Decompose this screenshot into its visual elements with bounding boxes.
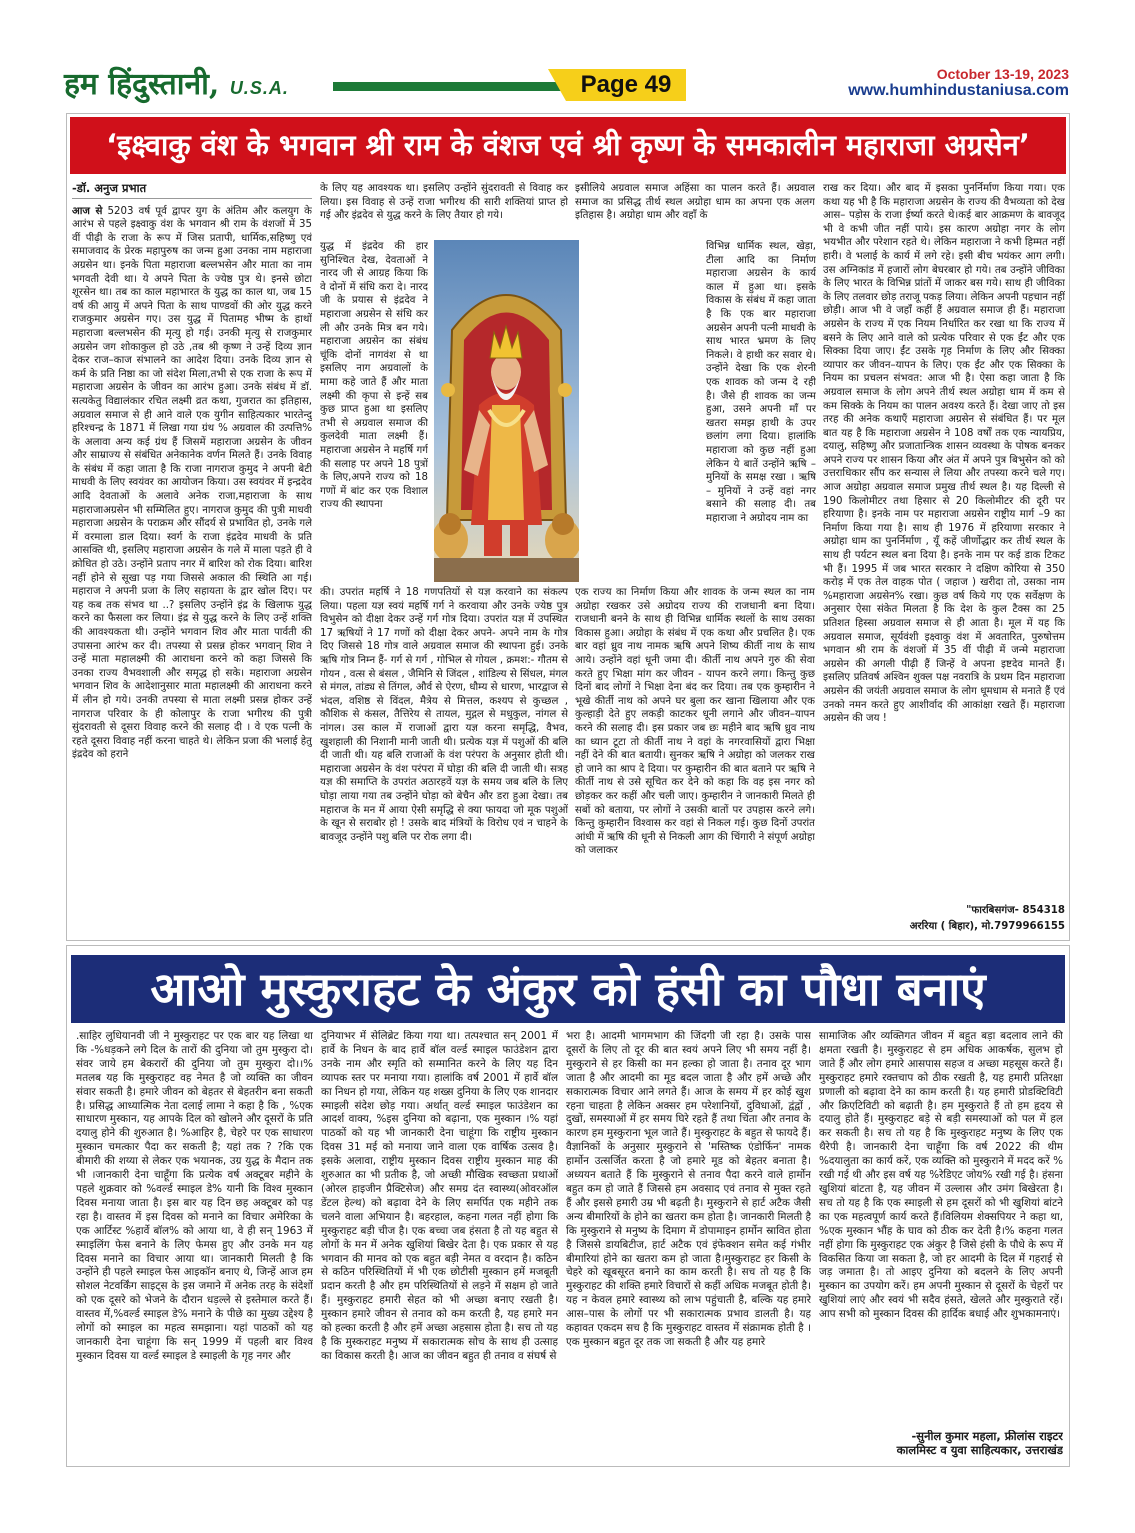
article-smile-column-3 [566,1030,811,1462]
article-smile-text-3: भरा है। आदमी भागमभाग की जिंदगी जी रहा है। उसके पास दूसरों के लिए तो दूर की बात स्वयं अपने लिए भी समय नहीं है।मुस्कुराने से हर किसी का मन हल्का हो जाता है। तनाव दूर भाग जाता है और आदमी का मूड बदल जाता है और हमें अच्छे और सकारात्मक विचार आने लगते हैं। आज के समय में हर कोई खुश रहना चाहता है लेकिन अक्सर हम परेशानियों, दुविधाओं, द्वंद्वों , दुखों, समस्याओं में हर समय घिरे रहते हैं तथा चिंता और तनाव के कारण हम मुस्कुराना भूल जाते हैं। मुस्कुराहट के बहुत से फायदे हैं। वैज्ञानिकों के अनुसार मुस्कुराने से 'मस्तिष्क एंडोर्फिन' नामक हार्मोन उत्सर्जित करता है जो हमारे मूड को बेहतर बनाता है। अध्ययन बताते हैं कि मुस्कुराने से तनाव पैदा करने वाले हार्मोन बहुत कम हो जाते हैं जिससे हम अवसाद एवं तनाव से मुक्त रहते हैं और इससे हमारी उम्र भी बढ़ती है। मुस्कुराने से हार्ट अटैक जैसी अन्य बीमारियों के होने का खतरा कम होता है। जानकारी मिलती है कि मुस्कुराने से मनुष्य के दिमाग में डोपामाइन हार्मोन स्रावित होता है जिससे डायबिटीज, हार्ट अटैक एवं इंफेक्शन समेत कई गंभीर बीमारियां होने का खतरा कम हो जाता है।मुस्कुराहट हर किसी के चेहरे को खूबसूरत बनाने का काम करती है। सच तो यह है कि मुस्कुराहट की शक्ति हमारे विचारों से कहीं अधिक मजबूत होती है। यह न केवल हमारे स्वास्थ्य को लाभ पहुंचाती है, बल्कि यह हमारे आस–पास के लोगों पर भी सकारात्मक प्रभाव डालती है। यह कहावत एकदम सच है कि मुस्कुराहट वास्तव में संक्रामक होती है । एक मुस्कान बहुत दूर तक जा सकती है और यह हमारे [566,1030,811,1348]
article-agrasen-column-3-top [575,182,815,238]
page-header [0,0,1135,108]
article-agrasen-text-1: 5203 वर्ष पूर्व द्वापर युग के अंतिम और कलयुग के आरंभ से पहले इक्ष्वाकु वंश के भगवान श्री राम के वंशजों में 35 वीं पीढ़ी के राजा के रूप में जिस प्रतापी, धार्मिक,सहिष्णु एवं समाजवाद के प्रेरक महापुरुष का जन्म हुआ उनका नाम महाराजा अग्रसेन था। इनके पिता महाराजा बल्लभसेन और माता का नाम भगवती देवी था। ये अपने पिता के ज्येष्ठ पुत्र थे। इनसे छोटा शूरसेन था। तब का काल महाभारत के युद्ध का काल था, जब 15 वर्ष की आयु में अपने पिता के साथ पाण्डवों की ओर युद्ध करने राजकुमार अग्रसेन गए। उस युद्ध में पितामह भीष्म के हाथों महाराजा बल्लभसेन की मृत्यु हो गई। उनकी मृत्यु से राजकुमार अग्रसेन जग शोकाकुल हो उठे ,तब श्री कृष्ण ने उन्हें दिव्य ज्ञान देकर राज–काज संभालने का आदेश दिया। उनके दिव्य ज्ञान से कर्म के प्रति निष्ठा का जो संदेश मिला,तभी से एक राजा के रूप में महाराजा अग्रसेन के जीवन का आरंभ हुआ। उनके संबंध में डॉ. सत्यकेतु विद्यालंकार रचित लक्ष्मी व्रत कथा, गुजरात का इतिहास, अग्रवाल समाज से ही आने वाले एक युगीन साहित्यकार भारतेन्दु हरिश्चन्द्र के 1871 में लिखा गया ग्रंथ % अग्रवाल की उत्पत्ति% के अलावा अन्य कई ग्रंथ हैं जिसमें महाराजा अग्रसेन के जीवन और साम्राज्य से संबंधित अनेकानेक वर्णन मिलते हैं। उनके विवाह के संबंध में कहा जाता है कि राजा नागराज कुमुद ने अपनी बेटी माधवी के लिए स्वयंवर का आयोजन किया। उस स्वयंवर में इन्द्रदेव आदि देवताओं के अलावे अनेक राजा,महाराजा के साथ महाराजाअग्रसेन भी सम्मिलित हुए। नागराज कुमुद की पुत्री माधवी महाराजा अग्रसेन के पराक्रम और सौंदर्य से प्रभावित हो, उनके गले में वरमाला डाल दिया। स्वर्ग के राजा इंद्रदेव माधवी के प्रति आसक्ति थी, इसलिए महाराजा अग्रसेन के गले में माला पड़ते ही वे क्रोधित हो उठे। उन्होंने प्रताप नगर में बारिश को रोक दिया। बारिश नहीं होने से सूखा पड़ गया जिससे अकाल की स्थिति आ गई। महाराज ने अपनी प्रजा के लिए सहायता के द्वार खोल दिए। पर यह कब तक संभव था ..? इसलिए उन्होंने इंद्र के खिलाफ युद्ध करने का फैसला कर लिया। इंद्र से युद्ध करने के लिए उन्हें शक्ति की आवश्यकता थी। उन्होंने भगवान शिव और माता पार्वती की उपासना आरंभ कर दी। तपस्या से प्रसन्न होकर भगवान् शिव ने उन्हें माता महालक्ष्मी की आराधना करने को कहा जिससे कि उनका राज्य वैभवशाली और समृद्ध हो सके। महाराजा अग्रसेन भगवान शिव के आदेशानुसार माता महालक्ष्मी की आराधना करने में लीन हो गये। उनकी तपस्या से माता लक्ष्मी प्रसन्न होकर उन्हें नागराज परिवार के ही कोलापुर के राजा भगीरथ की पुत्री सुंदरावती से दूसरा विवाह करने की सलाह दी । वे एक पत्नी के रहते दूसरा विवाह नहीं करना चाहते थे। लेकिन प्रजा की भलाई हेतु इंद्रदेव को हराने [72,205,312,761]
article-agrasen-sig-line-2: अररिया ( बिहार), मो.7979966155 [909,920,1065,932]
article-smile-text-4: सामाजिक और व्यक्तिगत जीवन में बहुत बड़ा बदलाव लाने की क्षमता रखती है। मुस्कुराहट से हम अधिक आकर्षक, सुलभ हो जाते हैं और लोग हमारे आसपास सहज व अच्छा महसूस करते हैं। मुस्कुराहट हमारे रक्तचाप को ठीक रखती है, यह हमारी प्रतिरक्षा प्रणाली को बढ़ावा देने का काम करती है। यह हमारी प्रोडक्टिविटी और क्रिएटिविटी को बढ़ाती है। हम मुस्कुराते हैं तो हम हृदय से दयालु होते हैं। मुस्कुराहट बड़े से बड़ी समस्याओं को पल में हल कर सकती है। सच तो यह है कि मुस्कुराहट मनुष्य के लिए एक थैरेपी है। जानकारी देना चाहूँगा कि वर्ष 2022 की थीम %दयालुता का कार्य करें, एक व्यक्ति को मुस्कुराने में मदद करें % रखी गई थी और इस वर्ष यह %रेडिएट जोय% रखी गई है। हंसना खुशियां बांटता है, यह जीवन में उल्लास और उमंग बिखेरता है। सच तो यह है कि एक स्माइली से हम दूसरों को भी खुशियां बांटने का एक महत्वपूर्ण कार्य करते हैं।विलियम शेक्सपियर ने कहा था, %एक मुस्कान भौंह के घाव को ठीक कर देती है।% कहना गलत नहीं होगा कि मुस्कुराहट एक अंकुर है जिसे हंसी के पौधे के रूप में विकसित किया जा सकता है, जो हर आदमी के दिल में गहराई से जड़ जमाता है। तो आइए दुनिया को बदलने के लिए अपनी मुस्कान का उपयोग करें। हम अपनी मुस्कान से दूसरों के चेहरों पर खुशियां लाएं और स्वयं भी सदैव हंसते, खेलते और मुस्कुराते रहें। आप सभी को मुस्कान दिवस की हार्दिक बधाई और शुभकामनाएं। [819,1030,1063,1321]
page-number: Page 49 [566,69,686,101]
article-agrasen-column-3-side [706,240,816,584]
article-agrasen-text-2c: की। उपरांत महर्षि ने 18 गणपतियों से यज्ञ करवाने का संकल्प लिया। पहला यज्ञ स्वयं महर्षि गर्ग ने करवाया और उनके ज्येष्ठ पुत्र विभुसेन को दीक्षा देकर उन्हें गर्ग गोत्र दिया। उपरांत यज्ञ में उपस्थित 17 ऋषियों ने 17 गणों को दीक्षा देकर अपने- अपने नाम के गोत्र दिए जिससे 18 गोत्र वाले अग्रवाल समाज की स्थापना हुई। उनके ऋषि गोत्र निम्न हैं- गर्ग से गर्ग , गोभिल से गोयल , क्रमश:- गौतम से गोयन , वत्स से बंसल , जैमिनि से जिंदल , शांडिल्य से सिंधल, मंगल से मंगल, तांड्य से तिंगल, और्व से ऐरण, धौम्य से धारण, भारद्वाज से भंदल, वशिष्ठ से विंदल, मैत्रेय से मित्तल, कश्यप से कुच्छल , कौशिक से कंसल, तैत्तिरेय से तायल, मुद्गल से मधुकुल, नांगल से नांगल। उस काल में राजाओं द्वारा यज्ञ करना समृद्धि, वैभव, खुशहाली की निशानी मानी जाती थी। प्रत्येक यज्ञ में पशुओं की बलि दी जाती थी। यह बलि राजाओं के वंश परंपरा के अनुसार होती थी। महाराजा अग्रसेन के वंश परंपरा में घोड़ा की बलि दी जाती थी। सत्रह यज्ञ की समाप्ति के उपरांत अठारहवें यज्ञ के समय जब बलि के लिए घोड़ा लाया गया तब उन्होंने घोड़ा को बेचैन और डरा हुआ देखा। तब महाराज के मन में आया ऐसी समृद्धि से क्या फायदा जो मूक पशुओं के खून से सराबोर हो ! उसके बाद मंत्रियों के विरोध एवं न चाहने के बावजूद उन्होंने पशु बलि पर रोक लगा दी। [320,587,568,843]
article-agrasen-column-4 [823,182,1065,902]
article-agrasen-column-2-bottom [320,586,568,930]
article-agrasen-sig-line-1: "फारबिसगंज- 854318 [966,905,1065,916]
article-smile-column-2 [321,1030,558,1462]
article-smile-column-1 [76,1030,313,1462]
article-agrasen-column-1 [72,182,312,930]
article-agrasen-signature [823,904,1065,936]
header-strip [333,82,567,91]
website-link[interactable]: www.humhindustaniusa.com [848,82,1069,99]
article-smile-sig-line-1: -सुनील कुमार महला, फ्रीलांस राइटर [911,1430,1063,1443]
article-agrasen-text-3a: इसीलिये अग्रवाल समाज अहिंसा का पालन करते हैं। अग्रवाल समाज का प्रसिद्ध तीर्थ स्थल अग्रोहा धाम का अपना एक अलग इतिहास है। अग्रोहा धाम और वहाँ के [575,183,815,222]
article-agrasen-column-2-top [320,182,568,238]
article-agrasen-byline: -डॉ. अनुज प्रभात [72,182,312,199]
article-smile-text-1: .साहिर लुधियानवी जी ने मुस्कुराहट पर एक बार यह लिखा था कि -%धड़कने लगे दिल के तारों की दुनिया जो तुम मुस्कुरा दो। संवर जाये हम बेकरारों की दुनिया जो तुम मुस्कुरा दो।।% मतलब यह कि मुस्कुराहट वह नेमत है जो व्यक्ति का जीवन संवार सकती है। हमारे जीवन को बेहतर से बेहतरीन बना सकती है। प्रसिद्ध आध्यात्मिक नेता दलाई लामा ने कहा है कि , %एक साधारण मुस्कान, यह आपके दिल को खोलने और दूसरों के प्रति दयालु होने की शुरुआत है। %आहिर है, चेहरे पर एक साधारण मुस्कान चमत्कार पैदा कर सकती है; यहां तक ? ?कि एक बीमारी की शय्या से लेकर एक भयानक, उग्र युद्ध के मैदान तक भी ।जानकारी देना चाहूँगा कि प्रत्येक वर्ष अक्टूबर महीने के पहले शुक्रवार को %वर्ल्ड स्माइल डे% यानी कि विश्व मुस्कान दिवस मनाया जाता है। इस बार यह दिन छह अक्टूबर को पड़ रहा है। वास्तव में इस दिवस को मनाने का विचार अमेरिका के एक आर्टिस्ट %हार्वे बॉल% को आया था, वे ही सन् 1963 में स्माइलिंग फेस बनाने के लिए फेमस हुए और उनके मन यह दिवस मनाने का विचार आया था। जानकारी मिलती है कि उन्होंने ही पहले स्माइल फेस आइकॉन बनाए थे, जिन्हें आज हम सोशल नेटवर्किंग साइट्स के इस जमाने में अनेक तरह के संदेशों को एक दूसरे को भेजने के दौरान धड़ल्ले से इस्तेमाल करते हैं। वास्तव में,%वर्ल्ड स्माइल डे% मनाने के पीछे का मुख्य उद्देश्य है लोगों को स्माइल का महत्व समझाना। यहां पाठकों को यह जानकारी देना चाहूंगा कि सन् 1999 में पहली बार विश्व मुस्कान दिवस या वर्ल्ड स्माइल डे स्माइली के गृह नगर और [76,1030,313,1362]
article-agrasen-text-2b: युद्ध में इंद्रदेव की हार सुनिश्चित देख, देवताओं ने नारद जी से आग्रह किया कि वे दोनों में संधि करा दे। नारद जी के प्रयास से इंद्रदेव ने महाराजा अग्रसेन से संधि कर ली और उनके मित्र बन गये। महाराजा अग्रसेन का संबंध चूंकि दोनों नागवंश से था इसलिए नाग अग्रवालों के मामा कहे जाते हैं और माता लक्ष्मी की कृपा से इन्हें सब कुछ प्राप्त हुआ था इसलिए तभी से अग्रवाल समाज की कुलदेवी माता लक्ष्मी हैं। महाराजा अग्रसेन ने महर्षि गर्ग की सलाह पर अपने 18 पुत्रों के लिए,अपने राज्य को 18 गणों में बांट कर एक विशाल राज्य की स्थापना [320,241,428,511]
article-agrasen-text-4: राख कर दिया। और बाद में इसका पुनर्निर्माण किया गया। एक कथा यह भी है कि महाराजा अग्रसेन के राज्य की वैभव्यता को देख आस– पड़ोस के राजा ईर्ष्या करते थे।कई बार आक्रमण के बावजूद भी वे कभी जीत नहीं पाये। इस कारण अग्रोहा नगर के लोग भयभीत और परेशान रहते थे। लेकिन महाराजा ने कभी हिम्मत नहीं हारी। वे भलाई के कार्य में लगे रहे। इसी बीच भयंकर आग लगी। उस अग्निकांड में हजारों लोग बेघरबार हो गये। तब उन्होंने जीविका के लिए भारत के विभिन्न प्रांतों में जाकर बस गये। साथ ही जीविका के लिए तलवार छोड़ तराजू पकड़ लिया। लेकिन अपनी पहचान नहीं छोड़ी। आज भी वे जहाँ कहीं हैं अग्रवाल समाज ही हैं। महाराजा अग्रसेन के राज्य में एक नियम निर्धारित कर रखा था कि राज्य में बसने के लिए आने वाले को प्रत्येक परिवार से एक ईंट और एक सिक्का दिया जाए। ईंट उसके गृह निर्माण के लिए और सिक्का व्यापार कर जीवन–यापन के लिए। एक ईंट और एक सिक्का के नियम का प्रचलन संभवत: आज भी है। ऐसा कहा जाता है कि अग्रवाल समाज के लोग अपने तीर्थ स्थल अग्रोहा धाम में कम से कम सिक्के के नियम का पालन अवश्य करते हैं। देखा जाए तो इस तरह की अनेक कथाएँ महाराजा अग्रसेन से संबंधित हैं। पर मूल बात यह है कि महाराजा अग्रसेन ने 108 वर्षों तक एक न्यायप्रिय, दयालु, सहिष्णु और प्रजातान्त्रिक शासन व्यवस्था के पोषक बनकर अपने राज्य पर शासन किया और अंत में अपने पुत्र बिभुसेन को को उत्तराधिकार सौंप कर सन्यास ले लिया और तपस्या करने चले गए। आज अग्रोहा अग्रवाल समाज प्रमुख तीर्थ स्थल है। यह दिल्ली से 190 किलोमीटर तथा हिसार से 20 किलोमीटर की दूरी पर हरियाणा है। इनके नाम पर महाराजा अग्रसेन राष्ट्रीय मार्ग –9 का निर्माण किया गया है। साथ ही 1976 में हरियाणा सरकार ने अग्रोहा धाम का पुनर्निर्माण , यूँ कहें जीर्णोद्धार कर तीर्थ स्थल के साथ ही पर्यटन स्थल बना दिया है। इनके नाम पर कई डाक टिकट भी हैं। 1995 में जब भारत सरकार ने दक्षिण कोरिया से 350 करोड़ में एक तेल वाहक पोत ( जहाज ) खरीदा तो, उसका नाम %महाराजा अग्रसेन% रखा। कुछ वर्ष किये गए एक सर्वेक्षण के अनुसार ऐसा संकेत मिलता है कि देश के कुल टैक्स का 25 प्रतिशत हिस्सा अग्रवाल समाज से ही आता है। मूल में यह कि अग्रवाल समाज, सूर्यवंशी इक्ष्वाकु वंश में अवतारित, पुरुषोत्तम भगवान श्री राम के वंशजों में 35 वीं पीढ़ी में जन्मे महाराजा अग्रसेन की अगली पीढ़ी हैं जिन्हें वे अपना इष्टदेव मानते हैं। इसलिए प्रतिवर्ष अश्विन शुक्ल पक्ष नवरात्रि के प्रथम दिन महाराजा अग्रसेन की जयंती अग्रवाल समाज के लोग धूमधाम से मनाते हैं एवं उनको नमन करते हुए आशीर्वाद की आकांक्षा रखते हैं। महाराजा अग्रसेन की जय ! [823,183,1065,725]
masthead-logo [64,68,332,102]
masthead-suffix: U.S.A. [229,78,289,98]
article-smile-sig-line-2: कालमिस्ट व युवा साहित्यकार, उत्तराखंड [896,1442,1063,1457]
article-agrasen-lead: आज से [72,205,103,217]
article-agrasen-text-3b: विभिन्न धार्मिक स्थल, खेड़ा, टीला आदि का निर्माण महाराजा अग्रसेन के कार्य काल में हुआ था। इसके विकास के संबंध में कहा जाता है कि एक बार महाराजा अग्रसेन अपनी पत्नी माधवी के साथ भारत भ्रमण के लिए निकले। वे हाथी कर सवार थे। उन्होंने देखा कि एक शेरनी एक शावक को जन्म दे रही है। जैसे ही शावक का जन्म हुआ, उसने अपनी माँ पर खतरा समझ हाथी के उपर छलांग लगा दिया। हालांकि महाराजा को कुछ नहीं हुआ लेकिन ये बातें उन्होंने ऋषि –मुनियों के समक्ष रखा । ऋषि – मुनियों ने उन्हें वहां नगर बसाने की सलाह दी। तब महाराजा ने अग्रोदय नाम का [706,241,816,524]
article-agrasen-column-3-bottom [575,586,815,930]
maharaja-portrait-illustration [434,240,579,582]
article-agrasen-paragraph-1 [72,205,312,762]
article-smile-signature [819,1430,1063,1462]
article-agrasen-headline: ‘इक्ष्वाकु वंश के भगवान श्री राम के वंशज एवं श्री कृष्ण के समकालीन महाराजा अग्रसेन’ [70,117,1066,174]
article-agrasen-column-2-side [320,240,428,584]
article-smile-headline: आओ मुस्कुराहट के अंकुर को हंसी का पौधा बनाएं [71,955,1065,1023]
issue-date: October 13-19, 2023 [936,66,1069,82]
article-smile-text-2: दुनियाभर में सेलिब्रेट किया गया था। तत्पश्चात सन् 2001 में हार्वे के निधन के बाद हार्वे बॉल वर्ल्ड स्माइल फाउंडेशन द्वारा उनके नाम और स्मृति को सम्मानित करने के लिए यह दिन व्यापक स्तर पर मनाया गया। हालांकि वर्ष 2001 में हार्वे बॉल का निधन हो गया, लेकिन यह शख्स दुनिया के लिए एक शानदार स्माइली संदेश छोड़ गया। अर्थात् वर्ल्ड स्माइल फाउंडेशन का आदर्श वाक्य, %इस दुनिया को बढ़ाना, एक मुस्कान ।% यहां पाठकों को यह भी जानकारी देना चाहूंगा कि राष्ट्रीय मुस्कान दिवस 31 मई को मनाया जाने वाला एक वार्षिक उत्सव है। इसके अलावा, राष्ट्रीय मुस्कान दिवस राष्ट्रीय मुस्कान माह की शुरुआत का भी प्रतीक है, जो अच्छी मौखिक स्वच्छता प्रथाओं (ओरल हाइजीन प्रैक्टिसेज) और समग्र दंत स्वास्थ्य(ओवरऑल डेंटल हेल्थ) को बढ़ावा देने के लिए समर्पित एक महीने तक चलने वाला अभियान है। बहरहाल, कहना गलत नहीं होगा कि मुस्कुराहट बड़ी चीज है। एक बच्चा जब हंसता है तो यह बहुत से लोगों के मन में अनेक खुशियां बिखेर देता है। एक प्रकार से यह भगवान की मानव को एक बहुत बड़ी नेमत व वरदान है। कठिन से कठिन परिस्थितियों में भी एक छोटीसी मुस्कान हमें मजबूती प्रदान करती है और हम परिस्थितियों से लड़ने में सक्षम हो जाते हैं। मुस्कुराहट हमारी सेहत को भी अच्छा बनाए रखती है। मुस्कान हमारे जीवन से तनाव को कम करती है, यह हमारे मन को हल्का करती है और हमें अच्छा अहसास होता है। सच तो यह है कि मुस्कराहट मनुष्य में सकारात्मक सोच के साथ ही उत्साह का विकास करती है। आज का जीवन बहुत ही तनाव व संघर्ष से [321,1030,558,1362]
article-agrasen-text-2a: के लिए यह आवश्यक था। इसलिए उन्होंने सुंदरावती से विवाह कर लिया। इस विवाह से उन्हें राजा भगीरथ की सारी शक्तियां प्राप्त हो गई और इंद्रदेव से युद्ध करने के लिए तैयार हो गये। [320,183,568,222]
article-smile-column-4 [819,1030,1063,1426]
maharaja-agrasen-portrait [434,240,579,582]
article-agrasen-text-3c: एक राज्य का निर्माण किया और शावक के जन्म स्थल का नाम अग्रोहा रखकर उसे अग्रोदय राज्य की राजधानी बना दिया। राजधानी बनने के साथ ही विभिन्न धार्मिक स्थलों के साथ उसका विकास हुआ। अग्रोहा के संबंध में एक कथा और प्रचलित है। एक बार वहां ध्रुव नाथ नामक ऋषि अपने शिष्य कीर्ती नाथ के साथ आये। उन्होंने वहां धूनी जमा दी। कीर्ती नाथ अपने गुरु की सेवा करते हुए भिक्षा मांग कर जीवन - यापन करने लगा। किन्तु कुछ दिनों बाद लोगों ने भिक्षा देना बंद कर दिया। तब एक कुम्हारीन ने भूखे कीर्ती नाथ को अपने घर बुला कर खाना खिलाया और एक कुल्हाड़ी देते हुए लकड़ी काटकर धूनी लगाने और जीवन–यापन करने की सलाह दी। इस प्रकार जब छः महीने बाद ऋषि ध्रुव नाथ का ध्यान टूटा तो कीर्ती नाथ ने वहां के नगरवासियों द्वारा भिक्षा नहीं देने की बात बतायी। सुनकर ऋषि ने अग्रोहा को जलकर राख हो जाने का श्राप दे दिया। पर कुम्हारीन की बात बताने पर ऋषि ने कीर्ती नाथ से उसे सूचित कर देने को कहा कि वह इस नगर को छोड़कर कर कहीं और चली जाए। कुम्हारीन ने जानकारी मिलते ही सबों को बताया, पर लोगों ने उसकी बातों पर उपहास करने लगे। किन्तु कुम्हारीन विश्वास कर वहां से निकल गई। कुछ दिनों उपरांत आंधी में ऋषि की धूनी से निकली आग की चिंगारी ने संपूर्ण अग्रोहा को जलाकर [575,587,815,857]
masthead-title: हम हिंदुस्तानी, [64,67,220,102]
